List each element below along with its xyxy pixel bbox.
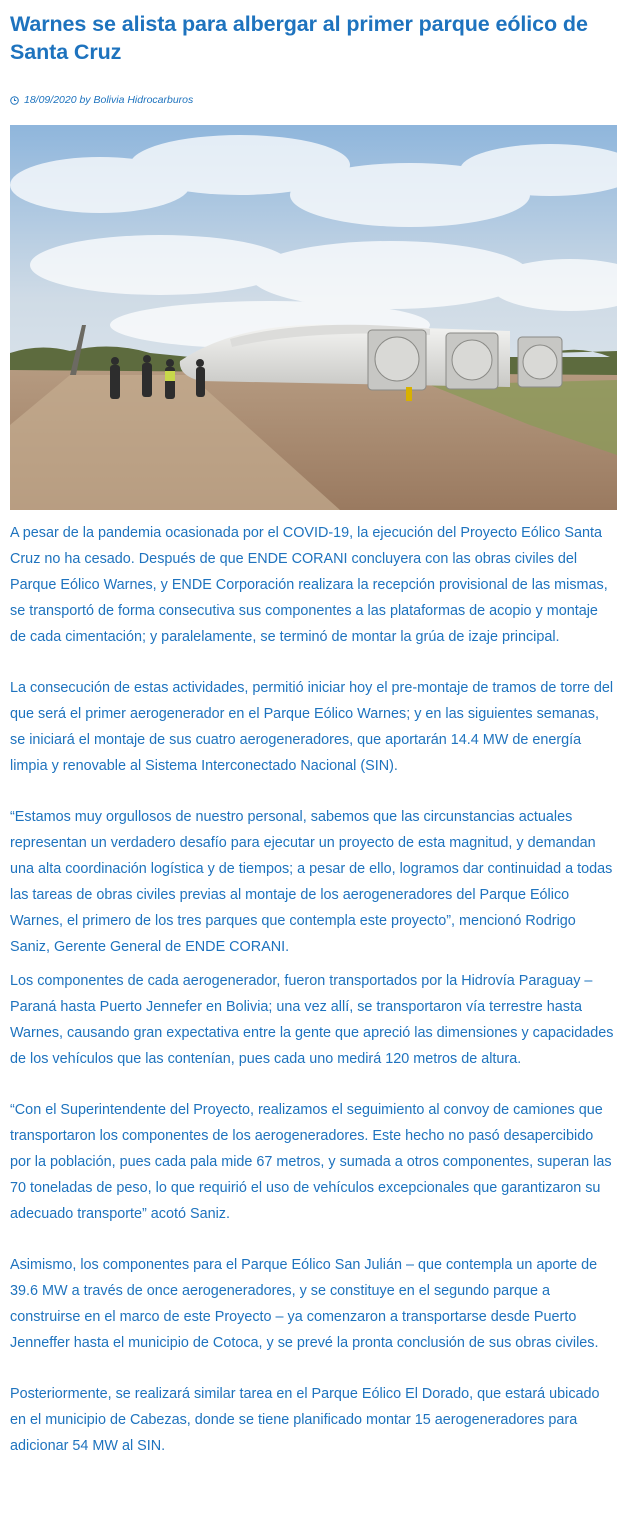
article-body xyxy=(10,520,616,1459)
paragraph: Posteriormente, se realizará similar tarea en el Parque Eólico El Dorado, que estará ubicado en el municipio de Cabezas, donde se tiene planificado montar 15 aerogeneradores para adicionar 54 MW al SIN. xyxy=(10,1386,600,1454)
article-title[interactable]: Warnes se alista para albergar al primer parque eólico de Santa Cruz xyxy=(10,12,588,64)
post-meta xyxy=(10,94,193,106)
post-date-author[interactable]: 18/09/2020 by Bolivia Hidrocarburos xyxy=(24,94,194,106)
clock-icon xyxy=(10,96,19,105)
paragraph: A pesar de la pandemia ocasionada por el COVID-19, la ejecución del Proyecto Eólico Santa Cruz no ha cesado. Después de que ENDE CORANI concluyera con las obras civiles del Parque Eólico Warnes, y ENDE Corporación realizara la recepción provisional de las mismas, se transportó de forma consecutiva sus componentes a las plataformas de acopio y montaje de cada cimentación; y paralelamente, se terminó de montar la grúa de izaje principal. xyxy=(10,525,608,645)
paragraph: “Estamos muy orgullosos de nuestro personal, sabemos que las circunstancias actuales representan un verdadero desafío para ejecutar un proyecto de esta magnitud, y demandan una alta coordinación logística y de tiempos; a pesar de ello, logramos dar continuidad a todas las tareas de obras civiles previas al montaje de los aerogeneradores del Parque Eólico Warnes, el primero de los tres parques que contempla este proyecto”, mencionó Rodrigo Saniz, Gerente General de ENDE CORANI. xyxy=(10,809,613,955)
paragraph: “Con el Superintendente del Proyecto, realizamos el seguimiento al convoy de camiones que transportaron los componentes de los aerogeneradores. Este hecho no pasó desapercibido por la población, pues cada pala mide 67 metros, y sumada a otros componentes, superan las 70 toneladas de peso, lo que requirió el uso de vehículos excepcionales que garantizaron su adecuado transporte” acotó Saniz. xyxy=(10,1102,612,1222)
paragraph: Asimismo, los componentes para el Parque Eólico San Julián – que contempla un aporte de 39.6 MW a través de once aerogeneradores, y se constituye en el segundo parque a construirse en el marco de este Proyecto – ya comenzaron a transportarse desde Puerto Jenneffer hasta el municipio de Cotoca, y se prevé la pronta conclusión de sus obras civiles. xyxy=(10,1257,599,1351)
paragraph: Los componentes de cada aerogenerador, fueron transportados por la Hidrovía Paraguay – Paraná hasta Puerto Jennefer en Bolivia; una vez allí, se transportaron vía terrestre hasta Warnes, causando gran expectativa entre la gente que apreció las dimensiones y capacidades de los vehículos que las contenían, pues cada uno medirá 120 metros de altura. xyxy=(10,973,614,1067)
article-photo xyxy=(10,125,617,510)
paragraph: La consecución de estas actividades, permitió iniciar hoy el pre-montaje de tramos de torre del que será el primer aerogenerador en el Parque Eólico Warnes; y en las siguientes semanas, se iniciará el montaje de sus cuatro aerogeneradores, que aportarán 14.4 MW de energía limpia y renovable al Sistema Interconectado Nacional (SIN). xyxy=(10,680,614,774)
wind-turbine-photo xyxy=(10,125,617,510)
